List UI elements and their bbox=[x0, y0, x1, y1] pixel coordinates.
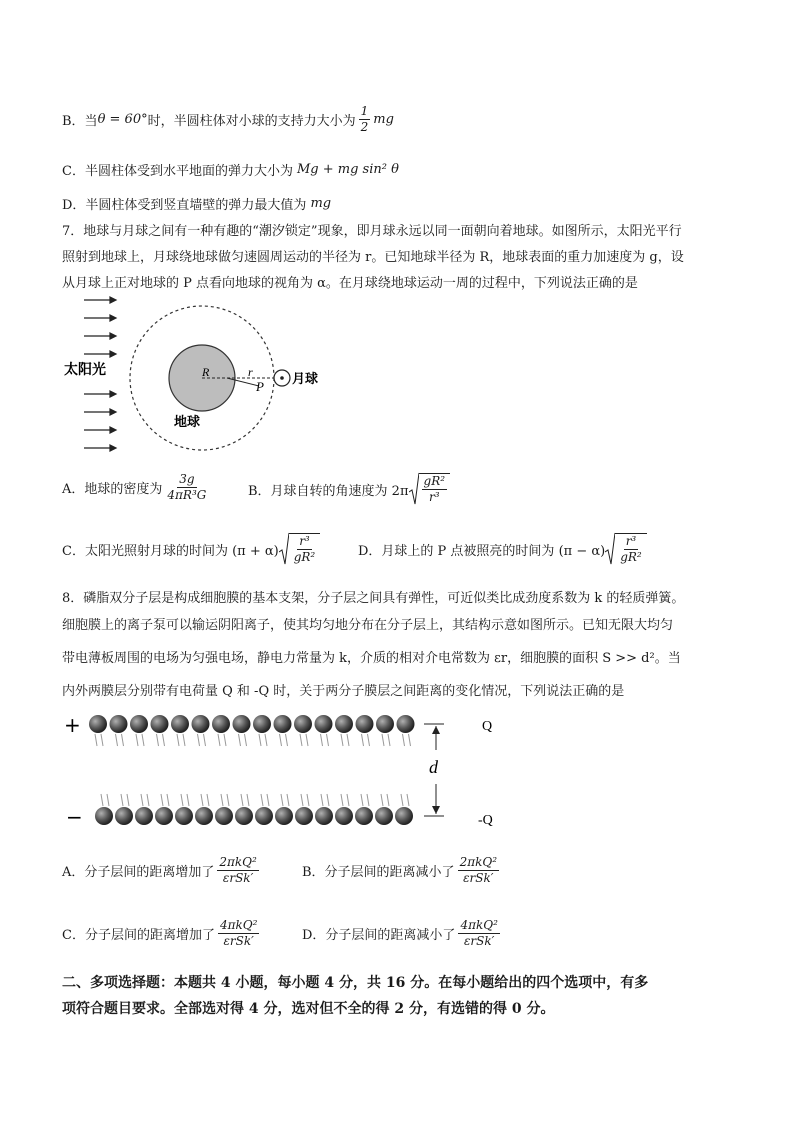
head-group bbox=[171, 715, 189, 733]
head-group bbox=[335, 807, 353, 825]
bottom-molecule-layer bbox=[95, 807, 413, 825]
lipid-tail bbox=[177, 734, 179, 746]
head-group bbox=[212, 715, 230, 733]
q8-opta-num: 2πkQ² bbox=[219, 855, 257, 869]
q7-optb-sqrt bbox=[409, 472, 451, 506]
lipid-tail bbox=[327, 734, 329, 746]
q6-optb-theta: θ = 60° bbox=[97, 112, 148, 127]
head-group bbox=[89, 715, 107, 733]
q7-option-d bbox=[358, 532, 647, 566]
q8-membrane-figure bbox=[62, 706, 532, 836]
q8-optb-text: B．分子层间的距离减小了 bbox=[302, 865, 455, 880]
lipid-tail bbox=[388, 734, 390, 746]
label-P: P bbox=[256, 379, 264, 394]
lipid-tail bbox=[401, 794, 403, 806]
lipid-tail bbox=[239, 734, 241, 746]
top-charge-label: Q bbox=[482, 719, 493, 734]
q8-optc-fraction bbox=[218, 918, 259, 949]
q7-optd-sqrt bbox=[605, 532, 647, 566]
q8-optd-text: D．分子层间的距离减小了 bbox=[302, 928, 456, 943]
sqrt-sign-icon bbox=[279, 532, 289, 566]
lipid-tail bbox=[259, 734, 261, 746]
q8-optc-den: εrSk′ bbox=[223, 934, 254, 948]
lipid-tail bbox=[116, 734, 118, 746]
q8-optd-den: εrSk′ bbox=[463, 934, 495, 948]
lipid-tail bbox=[261, 794, 263, 806]
q8-option-d bbox=[302, 918, 503, 949]
gap-label-d: d bbox=[429, 757, 438, 777]
q6-optd-expr: mg bbox=[310, 196, 332, 211]
lipid-tail bbox=[167, 794, 169, 806]
q6-optb-tail: mg bbox=[373, 112, 394, 127]
head-group bbox=[253, 715, 271, 733]
lipid-tail bbox=[361, 794, 363, 806]
lipid-tail bbox=[341, 794, 343, 806]
head-group bbox=[274, 715, 292, 733]
lipid-tail bbox=[265, 734, 267, 746]
head-group bbox=[175, 807, 193, 825]
head-group bbox=[151, 715, 169, 733]
arrow-down-icon bbox=[432, 806, 440, 814]
q7-optc-sqrt bbox=[279, 532, 321, 566]
head-group bbox=[355, 807, 373, 825]
q8-stem-line3: 带电薄板周围的电场为匀强电场，静电力常量为 k，介质的相对介电常数为 εr，细胞膜的面积 S >> d²。当 bbox=[62, 651, 681, 666]
lipid-tail bbox=[247, 794, 249, 806]
top-molecule-layer bbox=[89, 715, 415, 733]
q6-option-b bbox=[62, 104, 394, 135]
q8-option-b bbox=[302, 855, 502, 886]
head-group bbox=[195, 807, 213, 825]
head-group bbox=[135, 807, 153, 825]
lipid-tail bbox=[300, 734, 302, 746]
lipid-tail bbox=[281, 794, 283, 806]
lipid-tail bbox=[382, 734, 384, 746]
lipid-tail bbox=[341, 734, 343, 746]
q6-option-d bbox=[62, 194, 331, 213]
head-group bbox=[255, 807, 273, 825]
lipid-tail bbox=[224, 734, 226, 746]
bottom-charge-label: -Q bbox=[478, 813, 493, 828]
head-group bbox=[155, 807, 173, 825]
head-group bbox=[110, 715, 128, 733]
lipid-tail bbox=[207, 794, 209, 806]
lipid-tail bbox=[347, 794, 349, 806]
q7-opta-den: 4πR³G bbox=[167, 488, 207, 502]
lipid-tail bbox=[306, 734, 308, 746]
q8-opta-den: εrSk′ bbox=[222, 871, 254, 885]
moon-center bbox=[280, 376, 284, 380]
q8-option-c bbox=[62, 918, 262, 949]
q8-optd-fraction bbox=[458, 918, 499, 949]
q7-option-c bbox=[62, 532, 320, 566]
q7-opta-text: A．地球的密度为 bbox=[62, 482, 163, 497]
lipid-tail bbox=[327, 794, 329, 806]
q8-optd-num: 4πkQ² bbox=[460, 918, 498, 932]
q6-optb-num: 1 bbox=[360, 104, 369, 118]
lipid-tail bbox=[241, 794, 243, 806]
q6-optd-text: D．半圆柱体受到竖直墙壁的弹力最大值为 bbox=[62, 198, 307, 213]
q6-optb-text: 时，半圆柱体对小球的支持力大小为 bbox=[147, 114, 356, 129]
moon-label: 月球 bbox=[292, 372, 319, 387]
sunlight-label: 太阳光 bbox=[64, 362, 106, 378]
q7-optc-text: C．太阳光照射月球的时间为 (π + α) bbox=[62, 543, 279, 559]
label-r: r bbox=[248, 365, 253, 379]
lipid-tail bbox=[157, 734, 159, 746]
lipid-tail bbox=[347, 734, 349, 746]
q7-optd-text: D．月球上的 P 点被照亮的时间为 (π − α) bbox=[358, 543, 606, 559]
q7-option-a bbox=[62, 472, 211, 503]
lipid-tail bbox=[198, 734, 200, 746]
q7-opta-fraction bbox=[165, 472, 208, 503]
q6-optb-fraction bbox=[359, 104, 371, 135]
q8-optc-text: C．分子层间的距离增加了 bbox=[62, 928, 215, 943]
lipid-tail bbox=[407, 794, 409, 806]
lipid-tail bbox=[321, 734, 323, 746]
q6-optb-prefix: B．当 bbox=[62, 114, 98, 129]
lipid-tail bbox=[122, 734, 124, 746]
head-group bbox=[235, 807, 253, 825]
sqrt-sign-icon bbox=[605, 532, 615, 566]
lipid-tail bbox=[287, 794, 289, 806]
head-group bbox=[375, 807, 393, 825]
top-tails bbox=[95, 734, 411, 746]
lipid-tail bbox=[280, 734, 282, 746]
lipid-tail bbox=[221, 794, 223, 806]
head-group bbox=[376, 715, 394, 733]
head-group bbox=[335, 715, 353, 733]
lipid-tail bbox=[121, 794, 123, 806]
q8-optb-num: 2πkQ² bbox=[459, 855, 498, 869]
q7-optb-text: B．月球自转的角速度为 2π bbox=[248, 483, 409, 499]
lipid-tail bbox=[201, 794, 203, 806]
q8-option-a bbox=[62, 855, 262, 886]
q8-optb-fraction bbox=[458, 855, 499, 886]
arrow-up-icon bbox=[432, 726, 440, 734]
lipid-tail bbox=[95, 734, 97, 746]
minus-sign: − bbox=[66, 805, 83, 829]
q7-optc-den: gR² bbox=[293, 550, 316, 564]
lipid-tail bbox=[136, 734, 138, 746]
q8-stem-line2: 细胞膜上的离子泵可以输运阴阳离子，使其均匀地分布在分子层上，其结构示意如图所示。已知无限大均匀 bbox=[62, 618, 674, 633]
lipid-tail bbox=[181, 794, 183, 806]
lipid-tail bbox=[367, 794, 369, 806]
lipid-tail bbox=[409, 734, 411, 746]
q8-opta-fraction bbox=[217, 855, 258, 886]
lipid-tail bbox=[218, 734, 220, 746]
lipid-tail bbox=[362, 734, 364, 746]
lipid-tail bbox=[141, 794, 143, 806]
q7-stem-line1: 7．地球与月球之间有一种有趣的“潮汐锁定”现象，即月球永远以同一面朝向着地球。如图所示，太阳光平行 bbox=[62, 224, 682, 239]
q7-option-b bbox=[248, 472, 450, 506]
head-group bbox=[275, 807, 293, 825]
bottom-tails bbox=[101, 794, 409, 806]
plus-sign: + bbox=[64, 713, 81, 737]
lipid-tail bbox=[204, 734, 206, 746]
lipid-tail bbox=[227, 794, 229, 806]
lipid-tail bbox=[163, 734, 165, 746]
head-group bbox=[294, 715, 312, 733]
q7-stem-line3: 从月球上正对地球的 P 点看向地球的视角为 α。在月球绕地球运动一周的过程中，下列说法正确的是 bbox=[62, 276, 638, 291]
lipid-tail bbox=[301, 794, 303, 806]
q6-optc-expr: Mg + mg sin² θ bbox=[296, 162, 399, 177]
head-group bbox=[397, 715, 415, 733]
lipid-tail bbox=[107, 794, 109, 806]
q6-optb-den: 2 bbox=[360, 120, 369, 134]
lipid-tail bbox=[267, 794, 269, 806]
head-group bbox=[115, 807, 133, 825]
q8-optb-den: εrSk′ bbox=[463, 871, 494, 885]
q7-opta-num: 3g bbox=[179, 472, 195, 486]
lipid-tail bbox=[187, 794, 189, 806]
head-group bbox=[395, 807, 413, 825]
lipid-tail bbox=[161, 794, 163, 806]
q7-optb-den: r³ bbox=[429, 490, 440, 504]
q7-optb-num: gR² bbox=[423, 474, 446, 488]
lipid-tail bbox=[147, 794, 149, 806]
lipid-tail bbox=[387, 794, 389, 806]
q8-optc-num: 4πkQ² bbox=[219, 918, 258, 932]
q7-optd-den: gR² bbox=[620, 550, 642, 564]
lipid-tail bbox=[368, 734, 370, 746]
lipid-tail bbox=[381, 794, 383, 806]
head-group bbox=[130, 715, 148, 733]
q6-optc-text: C．半圆柱体受到水平地面的弹力大小为 bbox=[62, 164, 293, 179]
lipid-tail bbox=[183, 734, 185, 746]
q7-earth-moon-figure bbox=[62, 290, 362, 465]
head-group bbox=[315, 807, 333, 825]
q8-stem-line4: 内外两膜层分别带有电荷量 Q 和 -Q 时，关于两分子膜层之间距离的变化情况，下列说法正确的是 bbox=[62, 684, 625, 699]
q7-optd-num: r³ bbox=[625, 534, 637, 548]
head-group bbox=[215, 807, 233, 825]
lipid-tail bbox=[127, 794, 129, 806]
q7-stem-line2: 照射到地球上，月球绕地球做匀速圆周运动的半径为 r。已知地球半径为 R，地球表面的重力加速度为 g，设 bbox=[62, 250, 684, 265]
head-group bbox=[356, 715, 374, 733]
lipid-tail bbox=[307, 794, 309, 806]
lipid-tail bbox=[142, 734, 144, 746]
q8-stem-line1: 8．磷脂双分子层是构成细胞膜的基本支架，分子层之间具有弹性，可近似类比成劲度系数为 k 的轻质弹簧。 bbox=[62, 591, 685, 606]
head-group bbox=[295, 807, 313, 825]
lipid-tail bbox=[101, 794, 103, 806]
head-group bbox=[192, 715, 210, 733]
lipid-tail bbox=[321, 794, 323, 806]
head-group bbox=[233, 715, 251, 733]
head-group bbox=[315, 715, 333, 733]
q7-optc-num: r³ bbox=[299, 534, 310, 548]
head-group bbox=[95, 807, 113, 825]
earth-label: 地球 bbox=[174, 415, 201, 430]
lipid-tail bbox=[403, 734, 405, 746]
lipid-tail bbox=[245, 734, 247, 746]
label-R: R bbox=[202, 365, 210, 379]
sqrt-sign-icon bbox=[409, 472, 419, 506]
q8-opta-text: A．分子层间的距离增加了 bbox=[62, 865, 215, 880]
lipid-tail bbox=[101, 734, 103, 746]
section2-heading-line2: 项符合题目要求。全部选对得 4 分，选对但不全的得 2 分，有选错的得 0 分。 bbox=[62, 1001, 555, 1017]
section2-heading-line1: 二、多项选择题：本题共 4 小题，每小题 4 分，共 16 分。在每小题给出的四个选项中，有多 bbox=[62, 975, 649, 991]
lipid-tail bbox=[286, 734, 288, 746]
q6-option-c bbox=[62, 160, 399, 179]
